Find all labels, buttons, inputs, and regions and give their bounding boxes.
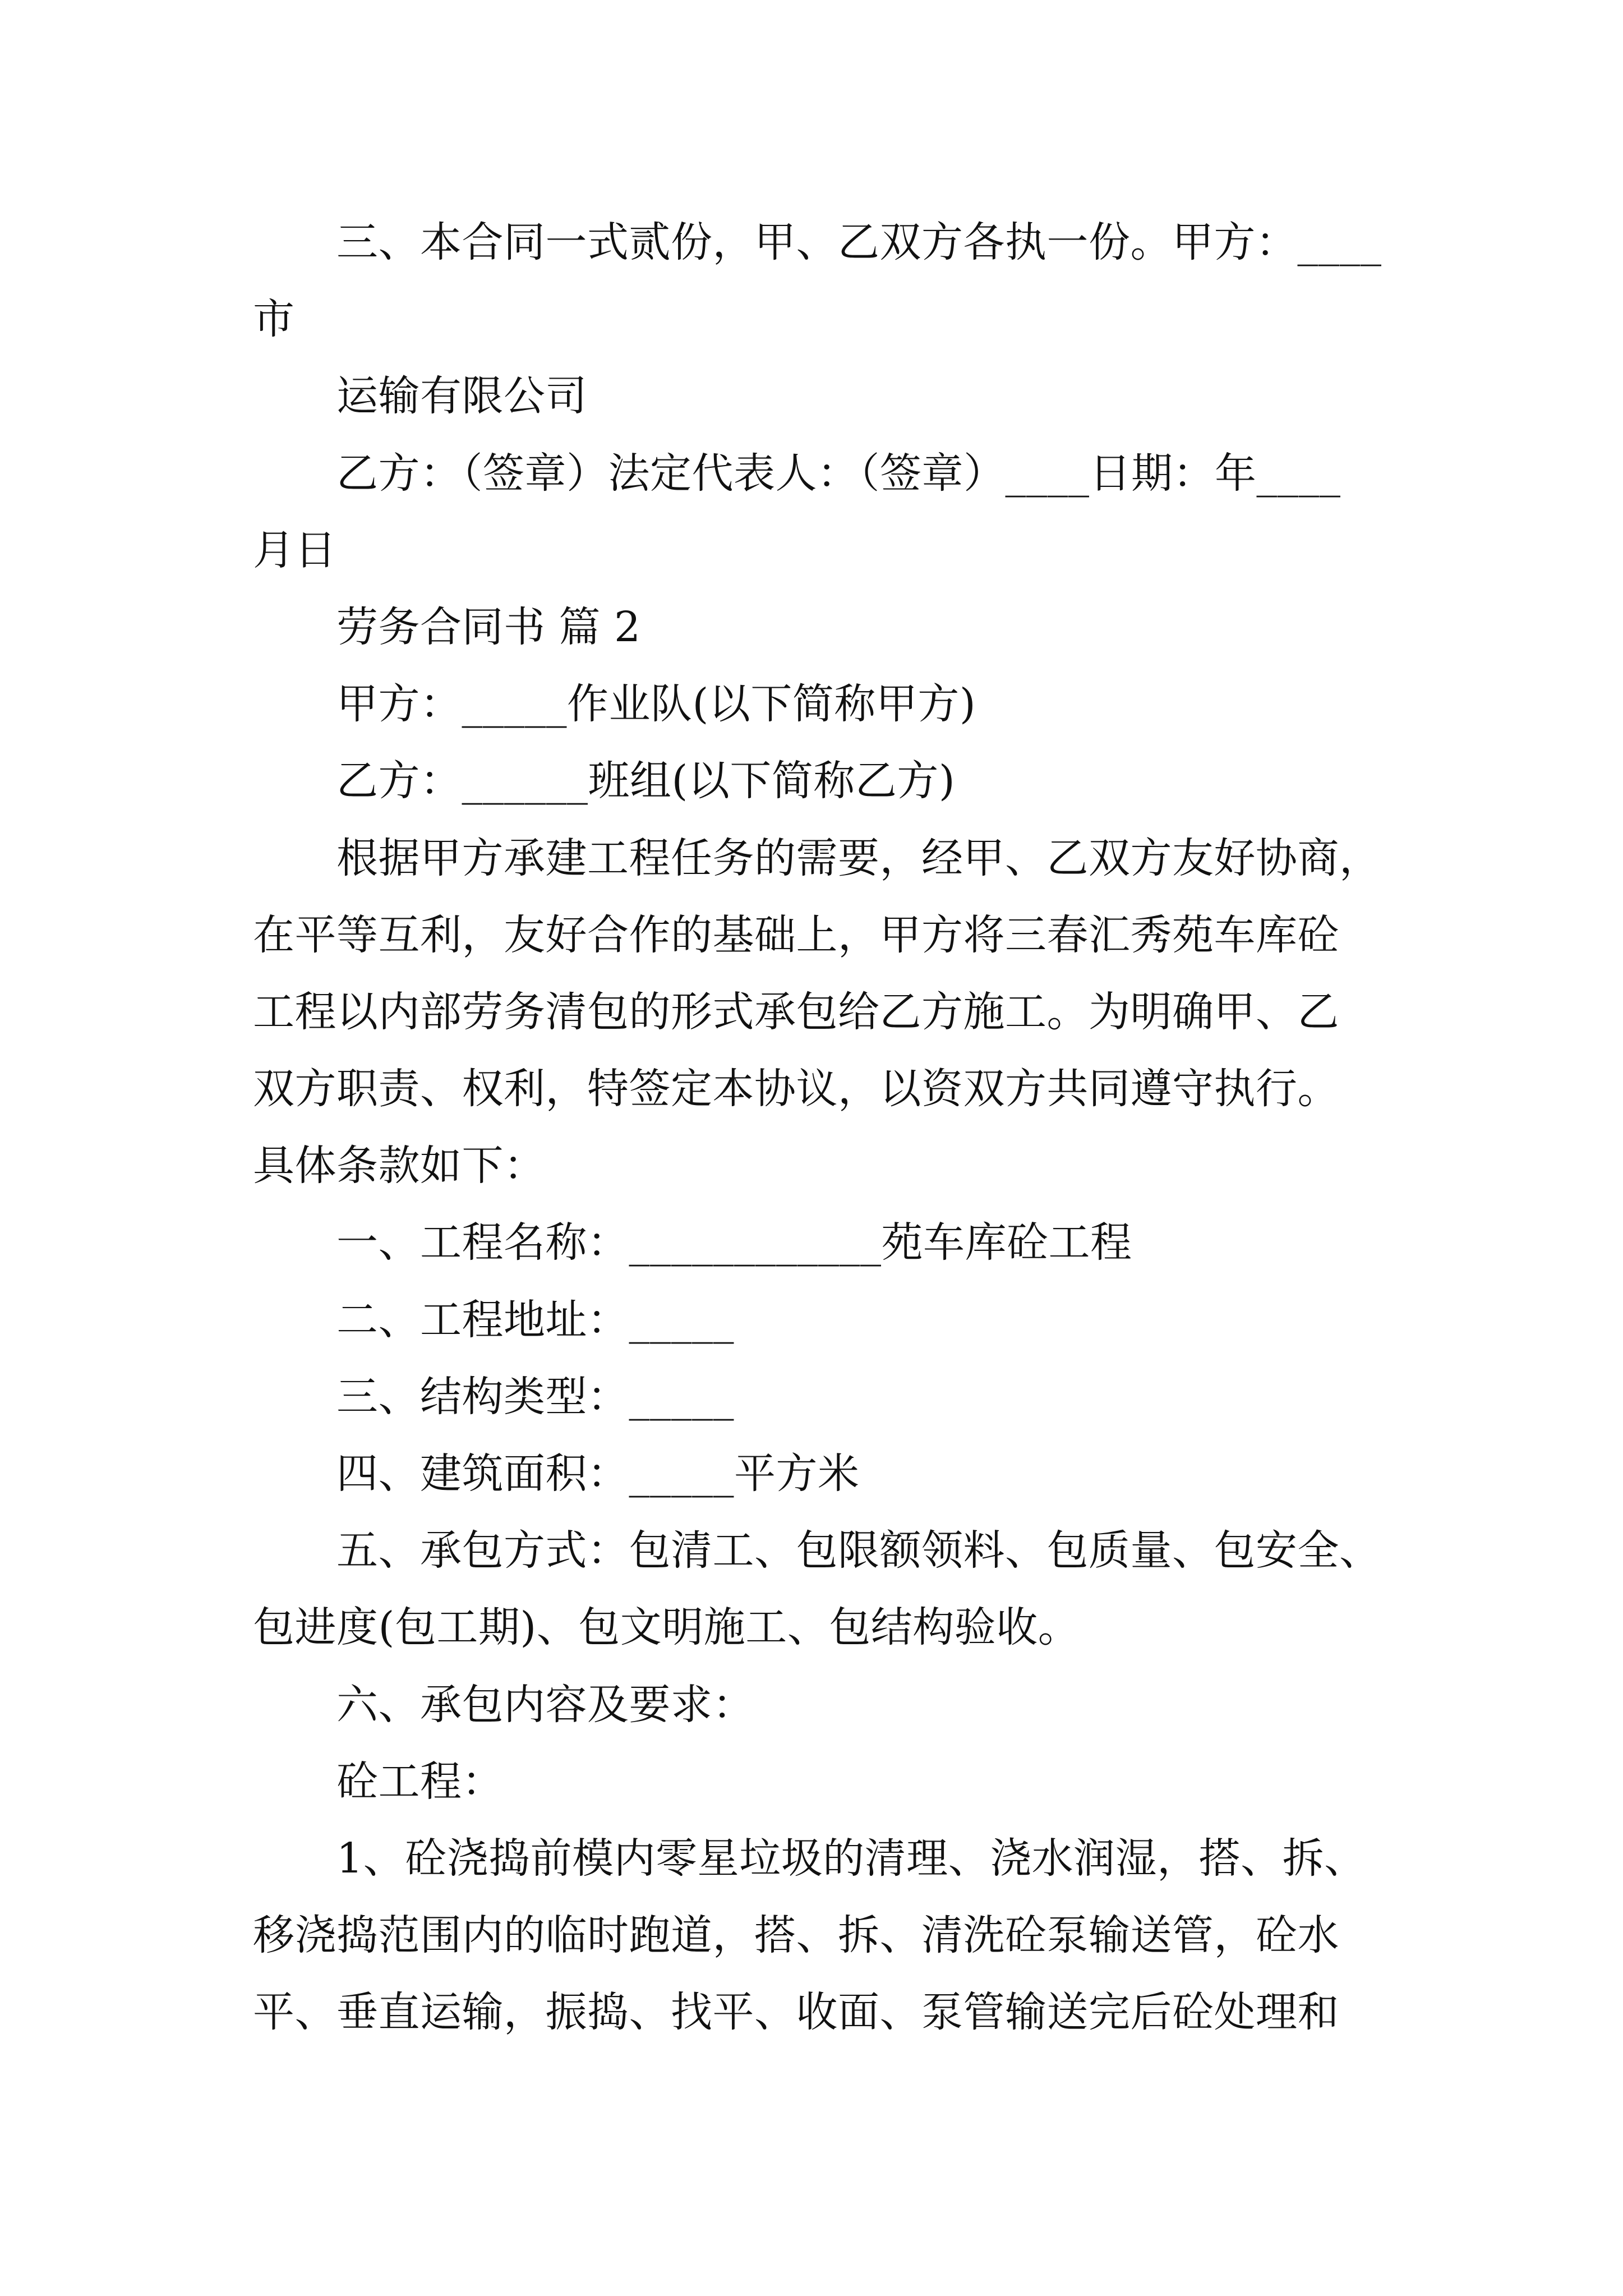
clause-line: 四、建筑面积：_____平方米 [336,1450,860,1498]
paragraph-line: 市 [253,295,295,344]
clause-line: 六、承包内容及要求： [336,1680,754,1729]
paragraph-line: 在平等互利，友好合作的基础上，甲方将三春汇秀苑车库砼 [253,910,1339,959]
document-body [253,204,1431,2051]
paragraph-line: 运输有限公司 [336,372,587,421]
paragraph-line: 工程以内部劳务清包的形式承包给乙方施工。为明确甲、乙 [253,987,1339,1036]
paragraph-line: 具体条款如下： [253,1142,546,1190]
clause-line: 五、承包方式：包清工、包限额领料、包质量、包安全、 [336,1526,1381,1575]
paragraph-line: 三、本合同一式贰份，甲、乙双方各执一份。甲方：____ [336,218,1382,266]
paragraph-line: 乙方：（签章）法定代表人：（签章）____日期：年____ [336,449,1341,498]
party-a-line: 甲方：_____作业队(以下简称甲方) [336,680,976,729]
paragraph-line: 根据甲方承建工程任务的需要，经甲、乙双方友好协商， [336,834,1381,882]
paragraph-line: 1、砼浇捣前模内零星垃圾的清理、浇水润湿，搭、拆、 [336,1834,1366,1883]
clause-line: 包进度(包工期)、包文明施工、包结构验收。 [253,1603,1080,1652]
clause-line: 一、工程名称：____________苑车库砼工程 [336,1218,1132,1267]
subheading-line: 砼工程： [336,1757,504,1806]
paragraph-line: 平、垂直运输，振捣、找平、收面、泵管输送完后砼处理和 [253,1988,1339,2037]
clause-line: 二、工程地址：_____ [336,1295,734,1344]
paragraph-line: 移浇捣范围内的临时跑道，搭、拆、清洗砼泵输送管，砼水 [253,1911,1339,1960]
section-heading: 劳务合同书 篇 2 [336,602,641,651]
clause-line: 三、结构类型：_____ [336,1372,734,1421]
paragraph-line: 双方职责、权利，特签定本协议，以资双方共同遵守执行。 [253,1065,1339,1114]
paragraph-line: 月日 [253,526,336,574]
party-b-line: 乙方：______班组(以下简称乙方) [336,757,956,806]
